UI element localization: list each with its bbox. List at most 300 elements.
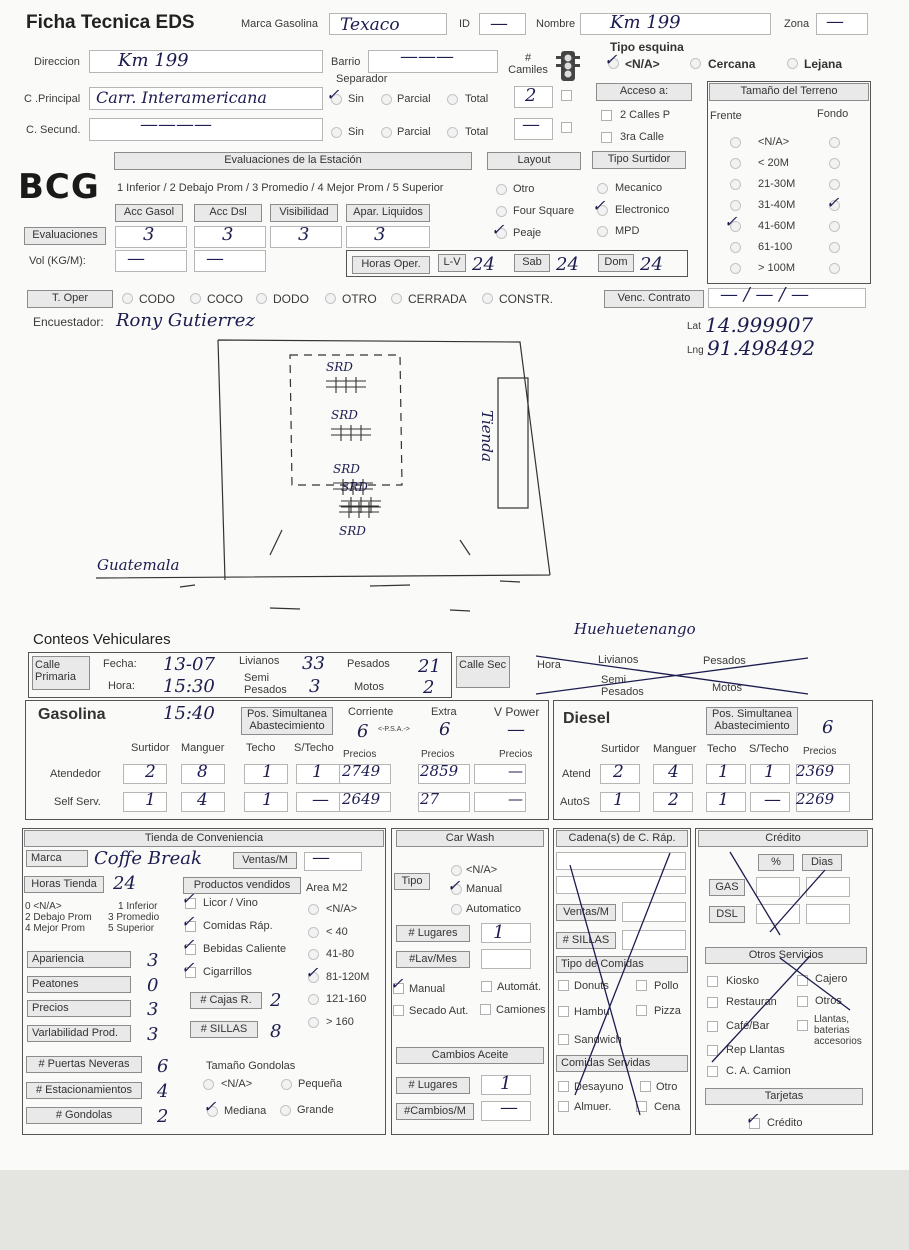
gondolas-button[interactable]: # Gondolas xyxy=(26,1107,142,1124)
separador-parcial-radio-2[interactable] xyxy=(381,127,392,138)
encuestador-value: Rony Gutierrez xyxy=(116,310,255,331)
marca-gasolina-label: Marca Gasolina xyxy=(241,18,319,30)
toper-option-5: CONSTR. xyxy=(499,292,553,306)
esquina-na-mark: ✓ xyxy=(604,50,618,69)
carwash-na-label: <N/A> xyxy=(466,864,498,876)
esquina-na-label: <N/A> xyxy=(625,57,660,71)
gas-value-1-4: 2649 xyxy=(342,790,381,808)
gas-row-label-1: Self Serv. xyxy=(54,796,101,808)
dsl-col-header-3: S/Techo xyxy=(749,743,789,755)
tipo-surtidor-button[interactable]: Tipo Surtidor xyxy=(592,151,686,169)
gas-value-1-6: — xyxy=(508,790,523,808)
area-mark: ✓ xyxy=(305,962,319,982)
tienda-scale-2: 2 Debajo Prom xyxy=(25,912,92,923)
dsl-value-0-3: 1 xyxy=(764,762,775,782)
zona-value: — xyxy=(826,11,844,32)
terreno-fondo-mark: ✓ xyxy=(826,193,840,212)
aceite-lugares-button[interactable]: # Lugares xyxy=(396,1077,470,1094)
esquina-lejana-radio[interactable] xyxy=(787,58,798,69)
gasolina-pos-button[interactable]: Pos. Simultanea Abastecimiento xyxy=(241,707,333,735)
esquina-lejana-label: Lejana xyxy=(804,57,843,71)
servicio-otros-label: Otros xyxy=(815,995,842,1007)
gondola-pequena-radio[interactable] xyxy=(281,1079,292,1090)
horas-tienda-value: 24 xyxy=(113,873,136,894)
terreno-size-label-4: 41-60M xyxy=(758,220,796,232)
tienda-eval-value-2: 3 xyxy=(147,999,159,1020)
nombre-value: Km 199 xyxy=(610,12,681,33)
traffic-light-icon xyxy=(555,50,581,82)
aceite-lugares-value: 1 xyxy=(500,1073,512,1094)
terreno-fondo-radio-2[interactable] xyxy=(829,179,840,190)
livianos2-label: Livianos xyxy=(598,654,639,666)
gas-value-1-3: — xyxy=(312,790,329,810)
horas-oper-button[interactable]: Horas Oper. xyxy=(352,256,430,274)
eval-value-3: 3 xyxy=(374,224,386,245)
corriente-value: 6 xyxy=(357,721,369,742)
acceso-3ra-check[interactable] xyxy=(601,132,612,143)
gas-value-0-6: — xyxy=(508,762,523,780)
tienda-eval-value-0: 3 xyxy=(147,950,159,971)
esquina-cercana-label: Cercana xyxy=(708,57,756,71)
livianos-value: 33 xyxy=(302,653,325,674)
acceso-3ra-label: 3ra Calle xyxy=(620,131,665,143)
servicio-restauran-label: Restauran xyxy=(726,996,777,1008)
gondola-grande-label: Grande xyxy=(297,1104,334,1116)
carwash-manual-mark: ✓ xyxy=(447,876,461,895)
credito-dias-button[interactable]: Dias xyxy=(802,854,842,871)
area-label-0: <N/A> xyxy=(326,903,358,915)
terreno-fondo-radio-1[interactable] xyxy=(829,158,840,169)
tienda-marca-value: Coffe Break xyxy=(94,848,202,869)
servida-cena-label: Cena xyxy=(654,1101,681,1113)
tienda-ventas-button[interactable]: Ventas/M xyxy=(233,852,297,869)
layout-peaje-mark: ✓ xyxy=(491,220,505,239)
toper-radio-0[interactable] xyxy=(122,293,133,304)
producto-label-0: Licor / Vino xyxy=(203,897,258,909)
tipo-comidas-button[interactable]: Tipo de Comidas xyxy=(556,956,688,973)
comida-donuts-label: Donuts xyxy=(574,980,609,992)
gas-row-label-0: Atendedor xyxy=(50,768,101,780)
separador-total-label-2: Total xyxy=(465,126,489,138)
terreno-frente-radio-6[interactable] xyxy=(730,263,741,274)
terreno-size-label-0: <N/A> xyxy=(758,136,790,148)
form-title: Ficha Tecnica EDS xyxy=(26,12,195,33)
separador-total-radio-2[interactable] xyxy=(447,127,458,138)
carwash-opt-secado-check[interactable] xyxy=(393,1005,404,1016)
tienda-eval-button-3[interactable]: Varlabilidad Prod. xyxy=(27,1025,131,1042)
horas-dom-button[interactable]: Dom xyxy=(598,254,634,272)
separador-total-label-1: Total xyxy=(465,93,489,105)
principal-check[interactable] xyxy=(561,90,572,101)
tienda-sillas-value: 8 xyxy=(270,1021,282,1042)
gasolina-time: 15:40 xyxy=(163,703,215,724)
credito-gas-button[interactable]: GAS xyxy=(709,879,745,896)
dsl-value-1-1: 2 xyxy=(668,790,679,810)
acc-gasol-button[interactable]: Acc Gasol xyxy=(115,204,183,222)
area-label-2: 41-80 xyxy=(326,948,355,960)
dsl-value-0-0: 2 xyxy=(613,762,624,782)
lng-label: Lng xyxy=(687,345,704,356)
tienda-scale-0: 0 <N/A> xyxy=(25,901,62,912)
horas-tienda-button[interactable]: Horas Tienda xyxy=(24,876,104,893)
gas-col-header-5: Precios xyxy=(421,749,455,760)
dsl-value-1-4: 2269 xyxy=(796,790,835,808)
eval-value-0: 3 xyxy=(143,224,155,245)
dsl-value-1-3: — xyxy=(764,790,781,810)
diesel-pos-button[interactable]: Pos. Simultanea Abastecimiento xyxy=(706,707,798,735)
carwash-lugares-button[interactable]: # Lugares xyxy=(396,925,470,942)
sketch-tienda-label: Tienda xyxy=(478,410,496,462)
gondola-mediana-mark: ✓ xyxy=(203,1097,217,1116)
tienda-eval-value-1: 0 xyxy=(147,974,159,996)
c-principal-value: Carr. Interamericana xyxy=(96,88,267,107)
gasolina-title: Gasolina xyxy=(38,706,106,723)
evaluaciones-title: Evaluaciones de la Estación xyxy=(114,152,472,170)
apar-liquidos-eval-field[interactable] xyxy=(346,226,430,248)
dsl-value-0-2: 1 xyxy=(718,762,729,782)
producto-mark-1: ✓ xyxy=(181,912,195,931)
comida-pollo-label: Pollo xyxy=(654,980,679,992)
terreno-frente-radio-1[interactable] xyxy=(730,158,741,169)
separador-parcial-label-1: Parcial xyxy=(397,93,431,105)
c-principal-label: C .Principal xyxy=(24,93,81,105)
carwash-lugares-field[interactable] xyxy=(481,923,531,943)
lat-value: 14.999907 xyxy=(705,313,814,337)
tienda-title: Tienda de Conveniencia xyxy=(24,830,384,847)
dsl-value-1-0: 1 xyxy=(613,790,624,810)
carwash-opt-automat-label: Automát. xyxy=(497,981,542,993)
conteos-title: Conteos Vehiculares xyxy=(33,631,171,648)
gas-col-header-3: S/Techo xyxy=(294,742,334,754)
semi-label: Semi Pesados xyxy=(244,672,287,696)
layout-otro-label: Otro xyxy=(513,183,535,195)
carwash-lav-field[interactable] xyxy=(481,949,531,969)
id-value: — xyxy=(490,13,508,34)
direccion-value: Km 199 xyxy=(118,50,189,71)
layout-otro-radio[interactable] xyxy=(496,184,507,195)
extra-value: 6 xyxy=(439,719,451,740)
carwash-opt-manual-mark: ✓ xyxy=(390,974,404,993)
carwash-title: Car Wash xyxy=(396,830,544,847)
tarjeta-credito-label: Crédito xyxy=(767,1117,803,1129)
lng-value: 91.498492 xyxy=(707,336,816,360)
carwash-opt-secado-label: Secado Aut. xyxy=(409,1005,469,1017)
otros-servicios-title: Otros Servicios xyxy=(705,947,867,964)
direccion-label: Direccion xyxy=(34,56,80,68)
cadena-sillas-button[interactable]: # SILLAS xyxy=(556,932,616,949)
horas-sab-button[interactable]: Sab xyxy=(514,254,550,272)
terreno-fondo-radio-6[interactable] xyxy=(829,263,840,274)
separador-label: Separador xyxy=(336,73,388,85)
vol-field-2[interactable] xyxy=(194,250,266,272)
producto-mark-3: ✓ xyxy=(181,958,195,977)
puertas-neveras-value: 6 xyxy=(157,1056,169,1077)
cajas-button[interactable]: # Cajas R. xyxy=(190,992,262,1009)
tienda-marca-button[interactable]: Marca xyxy=(26,850,88,867)
dsl-value-0-1: 4 xyxy=(668,762,679,782)
surtidor-mecanico-label: Mecanico xyxy=(615,182,663,194)
terreno-fondo-radio-4[interactable] xyxy=(829,221,840,232)
area-radio-2[interactable] xyxy=(308,949,319,960)
separador-sin-label-2: Sin xyxy=(348,126,364,138)
lanes-principal-value: 2 xyxy=(525,85,537,106)
terreno-size-label-1: < 20M xyxy=(758,157,789,169)
tienda-scale-3: 3 Promedio xyxy=(108,912,160,923)
calle-primaria-button[interactable]: Calle Primaria xyxy=(32,656,90,690)
gas-value-1-1: 4 xyxy=(197,790,208,810)
surtidor-mecanico-radio[interactable] xyxy=(597,183,608,194)
fecha-value: 13-07 xyxy=(163,654,215,675)
vol-field-1[interactable] xyxy=(115,250,187,272)
evaluaciones-button[interactable]: Evaluaciones xyxy=(24,227,106,245)
toper-radio-4[interactable] xyxy=(391,293,402,304)
horas-lv-button[interactable]: L-V xyxy=(438,254,466,272)
cadena-title: Cadena(s) de C. Ráp. xyxy=(556,830,688,847)
terreno-frente-mark: ✓ xyxy=(724,212,738,231)
toper-option-3: OTRO xyxy=(342,292,377,306)
tamano-gondolas-label: Tamaño Gondolas xyxy=(206,1060,296,1072)
carwash-lugares-value: 1 xyxy=(493,922,505,943)
surtidor-mpd-label: MPD xyxy=(615,225,640,237)
producto-mark-2: ✓ xyxy=(181,935,195,954)
otros-crossout xyxy=(700,950,870,1080)
area-radio-0[interactable] xyxy=(308,904,319,915)
diesel-title: Diesel xyxy=(563,710,611,727)
t-oper-button[interactable]: T. Oper xyxy=(27,290,113,308)
secund-check[interactable] xyxy=(561,122,572,133)
visibilidad-button[interactable]: Visibilidad xyxy=(270,204,338,222)
encuestador-label: Encuestador: xyxy=(33,315,104,329)
carwash-tipo-button[interactable]: Tipo xyxy=(394,873,430,890)
gas-value-1-0: 1 xyxy=(145,790,156,810)
vpower-label: V Power xyxy=(494,705,540,719)
pesados-value: 21 xyxy=(418,656,441,677)
servida-desayuno-label: Desayuno xyxy=(574,1081,624,1093)
layout-peaje-label: Peaje xyxy=(513,227,542,239)
toper-radio-1[interactable] xyxy=(190,293,201,304)
cadena-crossout xyxy=(560,845,690,1125)
eval-value-1: 3 xyxy=(222,224,234,245)
terreno-frente-radio-0[interactable] xyxy=(730,137,741,148)
pump-label-4: SRD xyxy=(339,524,366,538)
pump-island-1 xyxy=(327,423,377,443)
surtidor-mpd-radio[interactable] xyxy=(597,226,608,237)
apar-liquidos-button[interactable]: Apar. Liquidos xyxy=(346,204,430,222)
pump-island-0 xyxy=(322,375,372,395)
camiles-label: # Camiles xyxy=(508,52,548,76)
toper-radio-2[interactable] xyxy=(256,293,267,304)
pump-label-2: SRD xyxy=(333,462,360,476)
dsl-col-header-4: Precios xyxy=(803,746,837,757)
terreno-frente-radio-2[interactable] xyxy=(730,179,741,190)
cajas-value: 2 xyxy=(270,990,282,1011)
layout-foursquare-radio[interactable] xyxy=(496,206,507,217)
terreno-frente-radio-5[interactable] xyxy=(730,242,741,253)
psa-label: <-P.S.A.-> xyxy=(378,726,410,733)
carwash-lav-button[interactable]: #Lav/Mes xyxy=(396,951,470,968)
producto-label-1: Comidas Ráp. xyxy=(203,920,273,932)
area-radio-1[interactable] xyxy=(308,927,319,938)
carwash-na-radio[interactable] xyxy=(451,865,462,876)
terreno-fondo-label: Fondo xyxy=(817,108,849,120)
venc-contrato-button[interactable]: Venc. Contrato xyxy=(604,290,704,308)
separador-parcial-radio-1[interactable] xyxy=(381,94,392,105)
vol-label: Vol (KG/M): xyxy=(29,255,86,267)
tienda-ventas-value: — xyxy=(312,847,330,868)
estacionamientos-button[interactable]: # Estacionamientos xyxy=(26,1082,142,1099)
area-label-5: > 160 xyxy=(326,1015,354,1028)
gas-value-0-1: 8 xyxy=(197,762,208,782)
area-radio-4[interactable] xyxy=(308,994,319,1005)
servida-otro-label: Otro xyxy=(656,1081,678,1093)
gondola-na-label: <N/A> xyxy=(221,1078,253,1090)
tienda-sillas-button[interactable]: # SILLAS xyxy=(190,1021,258,1038)
terreno-fondo-radio-5[interactable] xyxy=(829,242,840,253)
aceite-cambios-value: — xyxy=(500,1097,518,1118)
comida-hambu-label: Hambu xyxy=(574,1006,610,1018)
separador-sin-radio-2[interactable] xyxy=(331,127,342,138)
vol-value-2: — xyxy=(206,248,224,269)
area-radio-5[interactable] xyxy=(308,1017,319,1028)
terreno-frente-radio-3[interactable] xyxy=(730,200,741,211)
lanes-secund-value: — xyxy=(522,114,540,135)
motos-value: 2 xyxy=(423,677,435,698)
barrio-label: Barrio xyxy=(331,56,361,68)
comidas-servidas-button[interactable]: Comidas Servidas xyxy=(556,1055,688,1072)
corriente-label: Corriente xyxy=(348,706,394,718)
carwash-opt-manual-label: Manual xyxy=(409,983,446,995)
layout-button[interactable]: Layout xyxy=(487,152,581,170)
credito-title: Crédito xyxy=(698,830,868,847)
gas-value-0-5: 2859 xyxy=(420,762,459,780)
marca-gasolina-value: Texaco xyxy=(340,15,400,35)
tienda-eval-button-1[interactable]: Peatones xyxy=(27,976,131,993)
calle-sec-button[interactable]: Calle Sec xyxy=(456,656,510,688)
gas-col-header-6: Precios xyxy=(499,749,533,760)
credito-pct-button[interactable]: % xyxy=(758,854,794,871)
acc-dsl-button[interactable]: Acc Dsl xyxy=(194,204,262,222)
dsl-value-0-4: 2369 xyxy=(796,762,835,780)
separador-sin-mark: ✓ xyxy=(326,85,340,104)
servicio-cajero-label: Cajero xyxy=(815,973,848,985)
servicio-kiosko-label: Kiosko xyxy=(726,975,760,987)
pesados2-label: Pesados xyxy=(703,655,746,667)
toper-option-0: CODO xyxy=(139,292,175,306)
aceite-cambios-button[interactable]: #Cambios/M xyxy=(396,1103,474,1120)
puertas-neveras-button[interactable]: # Puertas Neveras xyxy=(26,1056,142,1073)
hora-value: 15:30 xyxy=(163,676,215,697)
producto-label-2: Bebidas Caliente xyxy=(203,943,287,955)
toper-option-4: CERRADA xyxy=(408,292,467,306)
productos-button[interactable]: Productos vendidos xyxy=(183,877,301,894)
terreno-size-label-2: 21-30M xyxy=(758,178,796,190)
id-label: ID xyxy=(459,18,470,30)
separador-total-radio-1[interactable] xyxy=(447,94,458,105)
servicio-llantas-label: Llantas, baterias accesorios xyxy=(814,1014,862,1047)
tienda-scale-5: 5 Superior xyxy=(108,923,155,934)
sketch-huehuetenango-label: Huehuetenango xyxy=(574,620,696,638)
gas-value-1-5: 27 xyxy=(420,790,440,808)
gondola-na-radio[interactable] xyxy=(203,1079,214,1090)
pump-island-4 xyxy=(335,500,385,520)
pump-label-0: SRD xyxy=(326,360,353,374)
gondola-mediana-label: Mediana xyxy=(224,1105,267,1117)
vpower-value: — xyxy=(507,719,525,740)
carwash-opt-automat-check[interactable] xyxy=(481,981,492,992)
terreno-frente-label: Frente xyxy=(710,110,742,122)
extra-label: Extra xyxy=(431,706,457,718)
gas-col-header-1: Manguer xyxy=(181,742,225,754)
toper-radio-5[interactable] xyxy=(482,293,493,304)
producto-mark-0: ✓ xyxy=(181,889,195,908)
sketch-guatemala-label: Guatemala xyxy=(97,556,180,574)
credito-crossout xyxy=(700,850,870,940)
tienda-eval-button-0[interactable]: Apariencia xyxy=(27,951,131,968)
terreno-title: Tamaño del Terreno xyxy=(709,83,869,101)
tienda-eval-value-3: 3 xyxy=(147,1023,159,1045)
esquina-cercana-radio[interactable] xyxy=(690,58,701,69)
toper-radio-3[interactable] xyxy=(325,293,336,304)
gas-value-0-4: 2749 xyxy=(342,762,381,780)
horas-sab-value: 24 xyxy=(556,254,579,275)
cadena-ventas-button[interactable]: Ventas/M xyxy=(556,904,616,921)
lat-label: Lat xyxy=(687,321,701,332)
servicio-rep-llantas-label: Rep Llantas xyxy=(726,1044,785,1056)
dsl-col-header-2: Techo xyxy=(707,743,737,755)
pump-label-1: SRD xyxy=(331,408,358,422)
horas-dom-value: 24 xyxy=(640,254,663,275)
gas-col-header-0: Surtidor xyxy=(131,742,170,754)
gondola-pequena-label: Pequeña xyxy=(298,1078,343,1090)
dsl-row-label-0: Atend xyxy=(562,768,591,780)
estacionamientos-value: 4 xyxy=(157,1081,169,1102)
carwash-auto-radio[interactable] xyxy=(451,904,462,915)
diesel-pos-value: 6 xyxy=(822,717,834,738)
dsl-value-1-2: 1 xyxy=(718,790,729,810)
gas-value-0-0: 2 xyxy=(145,762,156,782)
surtidor-electronico-label: Electronico xyxy=(615,204,670,216)
tienda-eval-button-2[interactable]: Precios xyxy=(27,1000,131,1017)
gondola-grande-radio[interactable] xyxy=(280,1105,291,1116)
gas-value-0-2: 1 xyxy=(262,762,273,782)
evaluacion-scale: 1 Inferior / 2 Debajo Prom / 3 Promedio / 4 Mejor Prom / 5 Superior xyxy=(117,182,444,194)
tarjeta-credito-mark: ✓ xyxy=(745,1109,759,1128)
dsl-row-label-1: AutoS xyxy=(560,796,590,808)
layout-foursquare-label: Four Square xyxy=(513,205,575,217)
gondolas-value: 2 xyxy=(157,1106,169,1127)
semi-value: 3 xyxy=(309,676,321,697)
terreno-fondo-radio-0[interactable] xyxy=(829,137,840,148)
cambios-aceite-title: Cambios Aceite xyxy=(396,1047,544,1064)
motos2-label: Motos xyxy=(712,682,742,694)
site-sketch xyxy=(0,330,909,630)
servicio-cafe-label: Café/Bar xyxy=(726,1020,770,1032)
credito-dsl-button[interactable]: DSL xyxy=(709,906,745,923)
gas-col-header-2: Techo xyxy=(246,742,276,754)
comida-pizza-label: Pizza xyxy=(654,1005,681,1017)
separador-sin-label-1: Sin xyxy=(348,93,364,105)
venc-contrato-value: — / — / — xyxy=(720,284,810,305)
gas-col-header-4: Precios xyxy=(343,749,377,760)
terreno-size-label-3: 31-40M xyxy=(758,199,796,211)
livianos-label: Livianos xyxy=(239,655,280,667)
bcg-logo: BCG xyxy=(18,167,100,207)
acceso-button[interactable]: Acceso a: xyxy=(596,83,692,101)
carwash-opt-camiones-check[interactable] xyxy=(480,1004,491,1015)
acceso-2calles-check[interactable] xyxy=(601,110,612,121)
zona-label: Zona xyxy=(784,18,810,30)
tienda-scale-1: 1 Inferior xyxy=(118,901,158,912)
